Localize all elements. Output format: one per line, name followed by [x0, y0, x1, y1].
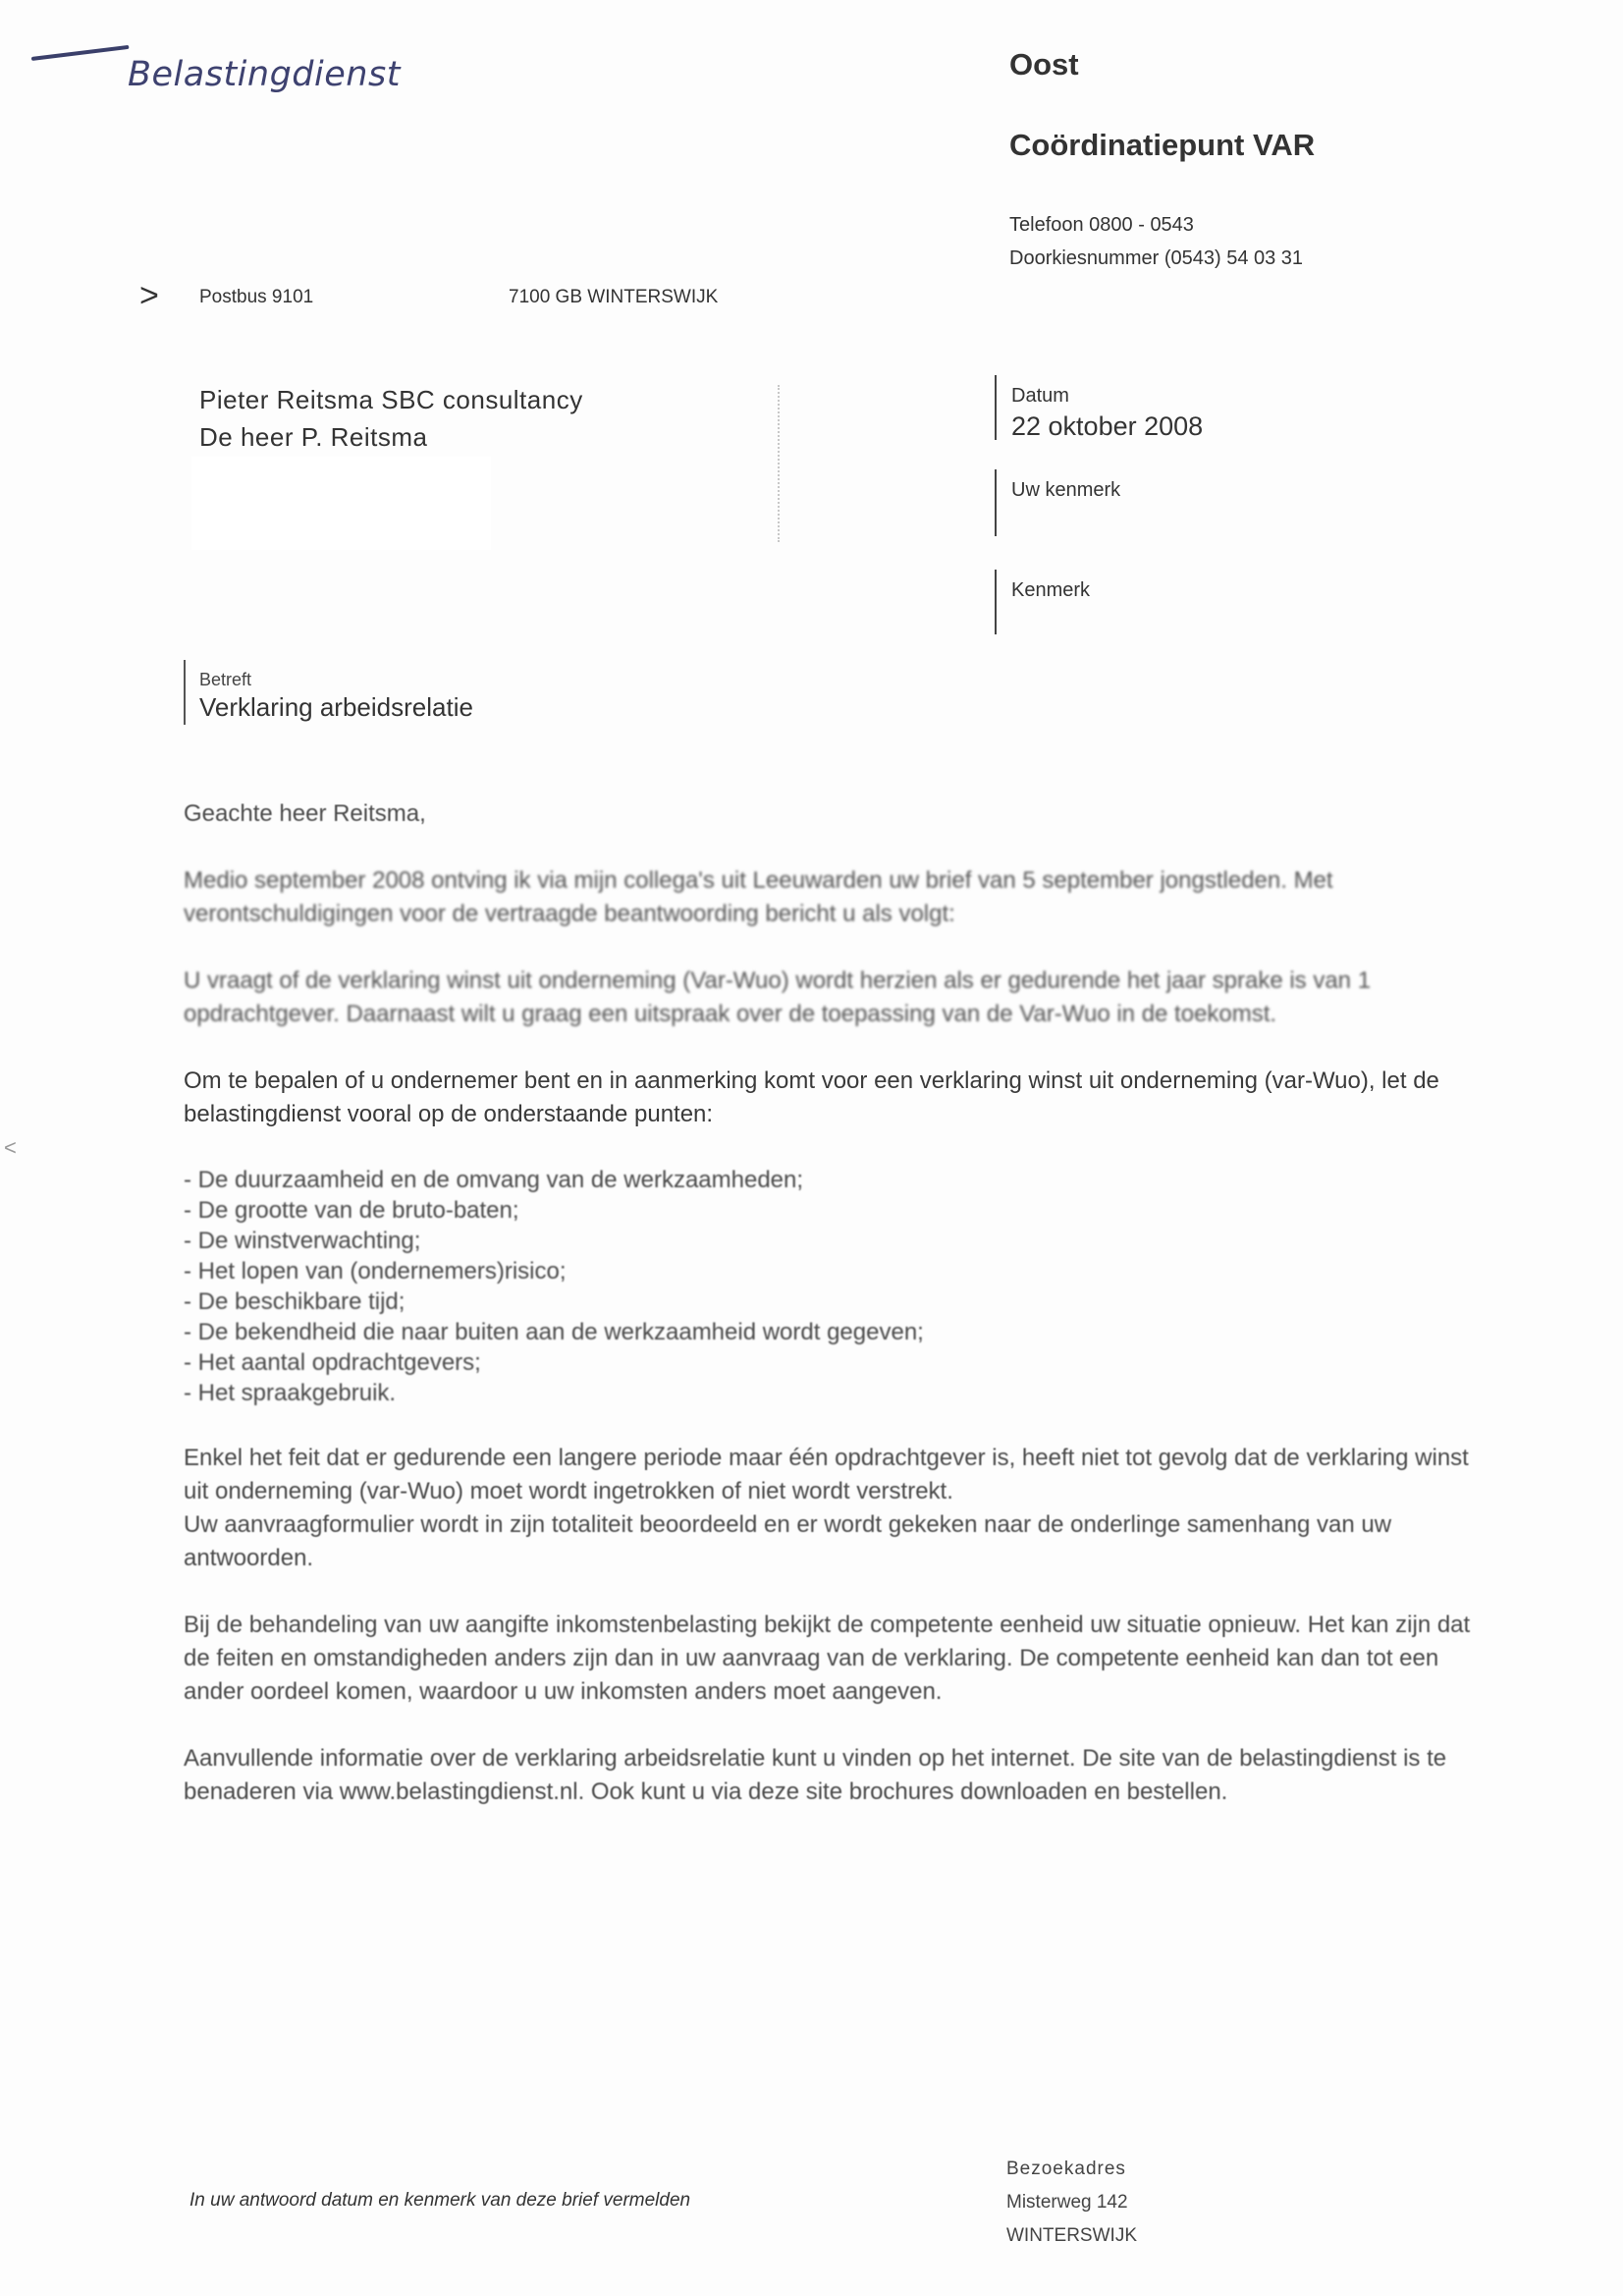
- list-item: - Het aantal opdrachtgevers;: [184, 1349, 481, 1376]
- list-item: - De grootte van de bruto-baten;: [184, 1197, 519, 1224]
- list-item: - De winstverwachting;: [184, 1228, 421, 1254]
- date-label: Datum: [1011, 385, 1069, 407]
- paragraph-4b: Uw aanvraagformulier wordt in zijn totaliteit beoordeeld en er wordt gekeken naar de onderlinge samenhang van uw antwoorden.: [184, 1511, 1392, 1571]
- reply-instruction: In uw antwoord datum en kenmerk van deze brief vermelden: [189, 2190, 691, 2211]
- paragraph-1: Medio september 2008 ontving ik via mijn collega's uit Leeuwarden uw brief van 5 september jongstleden. Met verontschuldigingen voor de vertraagde beantwoording bericht u als volgt:: [184, 867, 1333, 927]
- paragraph-2: U vraagt of de verklaring winst uit onderneming (Var-Wuo) wordt herzien als er gedurende het jaar sprake is van 1 opdrachtgever. Daarnaast wilt u graag een uitspraak over de toepassing van de Var-Wuo in de toekomst.: [184, 967, 1372, 1027]
- paragraph-3: Om te bepalen of u ondernemer bent en in aanmerking komt voor een verklaring winst uit onderneming (var-Wuo), let de belastingdienst vooral op de onderstaande punten:: [184, 1067, 1439, 1127]
- paragraph-5: Bij de behandeling van uw aangifte inkomstenbelasting bekijkt de competente eenheid uw situatie opnieuw. Het kan zijn dat de feiten en omstandigheden anders zijn dan in uw aanvraag van de verklaring. De competente eenheid kan dan tot een ander oordeel komen, waardoor u uw inkomsten anders moet aangeven.: [184, 1612, 1471, 1705]
- belastingdienst-logo: [31, 45, 401, 104]
- subject-value: Verklaring arbeidsrelatie: [199, 692, 473, 722]
- salutation: Geachte heer Reitsma,: [184, 800, 426, 827]
- letter-body: [184, 797, 1480, 1842]
- list-item: - Het spraakgebruik.: [184, 1380, 397, 1406]
- office-region: Oost: [1009, 47, 1079, 82]
- visit-address-label: Bezoekadres: [1006, 2159, 1126, 2179]
- return-postbus: Postbus 9101: [199, 287, 314, 307]
- paragraph-4a: Enkel het feit dat er gedurende een langere periode maar één opdrachtgever is, heeft niet tot gevolg dat de verklaring winst uit onderneming (var-Wuo) moet wordt ingetrokken of niet wordt verstrekt.: [184, 1445, 1469, 1504]
- criteria-list: [184, 1165, 1480, 1408]
- our-reference-label: Kenmerk: [1011, 579, 1091, 601]
- dotted-divider: [778, 385, 780, 542]
- date-value: 22 oktober 2008: [1011, 411, 1204, 441]
- subject-label: Betreft: [199, 670, 252, 689]
- paragraph-6: Aanvullende informatie over de verklaring arbeidsrelatie kunt u vinden op het internet. De site van de belastingdienst is te benaderen via www.belastingdienst.nl. Ook kunt u via deze site brochures downloaden en bestellen.: [184, 1745, 1447, 1805]
- our-reference-block: [995, 570, 1090, 634]
- your-reference-label: Uw kenmerk: [1011, 479, 1121, 501]
- recipient-company: Pieter Reitsma SBC consultancy: [199, 385, 583, 414]
- fold-mark-icon: <: [4, 1135, 17, 1160]
- logo-text: Belastingdienst: [128, 55, 401, 94]
- office-unit: Coördinatiepunt VAR: [1009, 128, 1316, 162]
- direct-line-number: Doorkiesnummer (0543) 54 03 31: [1009, 247, 1304, 269]
- return-postcode-city: 7100 GB WINTERSWIJK: [509, 287, 719, 307]
- recipient-name: De heer P. Reitsma: [199, 422, 428, 452]
- date-block: [995, 375, 1203, 440]
- arrow-icon: >: [139, 277, 159, 314]
- telephone-number: Telefoon 0800 - 0543: [1009, 214, 1194, 236]
- visit-address-city: WINTERSWIJK: [1006, 2225, 1137, 2246]
- list-item: - De bekendheid die naar buiten aan de werkzaamheid wordt gegeven;: [184, 1319, 924, 1345]
- list-item: - Het lopen van (ondernemers)risico;: [184, 1258, 567, 1285]
- list-item: - De duurzaamheid en de omvang van de werkzaamheden;: [184, 1167, 804, 1193]
- visit-address-street: Misterweg 142: [1006, 2192, 1128, 2213]
- redacted-address: [191, 457, 491, 550]
- subject-block: [184, 660, 473, 725]
- list-item: - De beschikbare tijd;: [184, 1288, 406, 1315]
- your-reference-block: [995, 469, 1120, 536]
- logo-stroke-icon: [31, 45, 130, 61]
